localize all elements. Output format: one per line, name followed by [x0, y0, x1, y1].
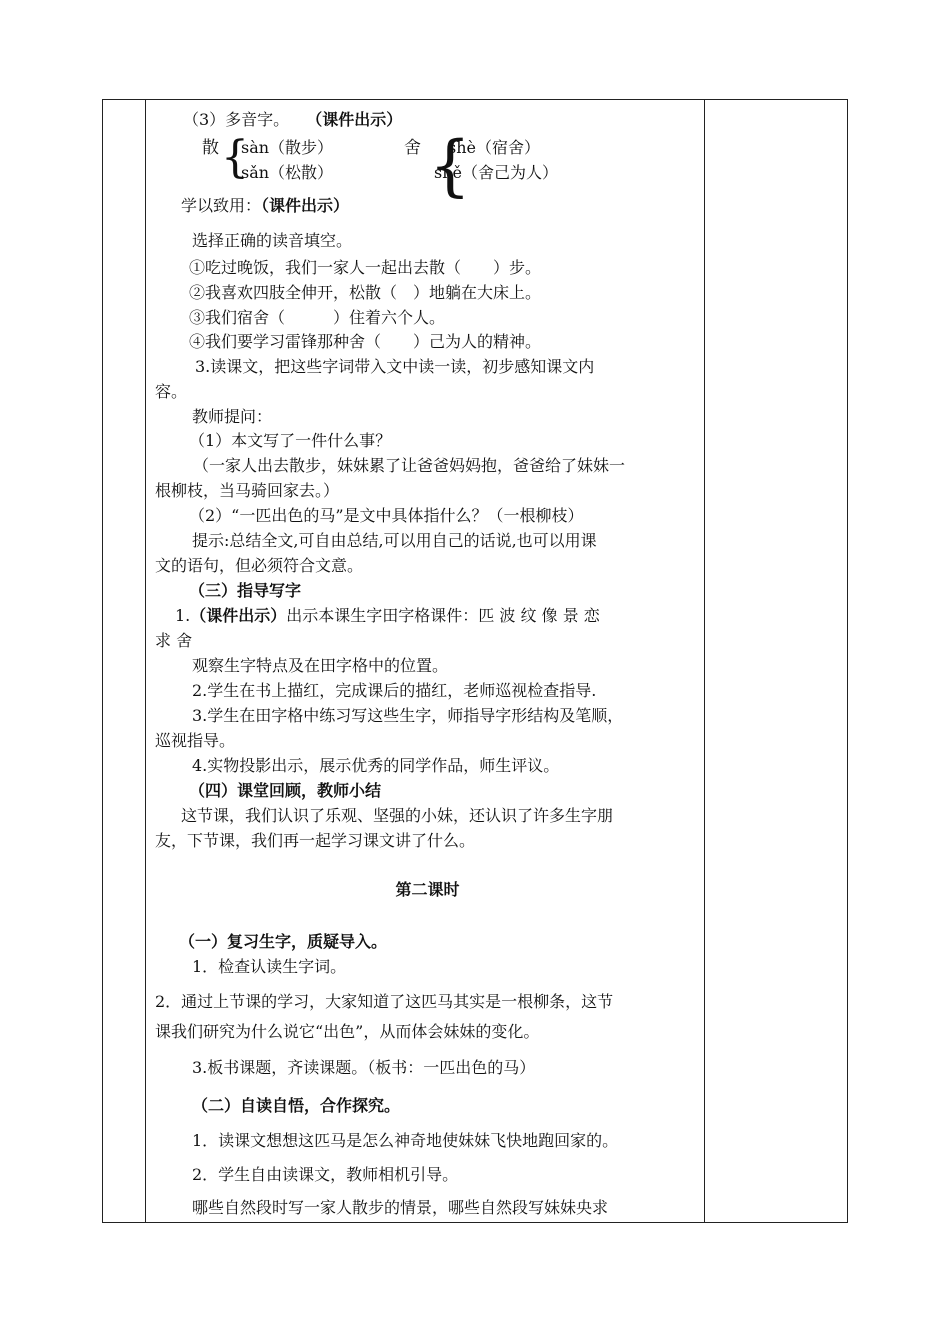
- san-brace: {: [221, 132, 249, 183]
- lesson-2-step-1: 1．检查认读生字词。: [192, 957, 347, 976]
- hint: 提示:总结全文,可自由总结,可以用自己的话说,也可以用课: [192, 531, 597, 550]
- lesson-2-step-3: 3.板书课题，齐读课题。（板书：一匹出色的马）: [192, 1058, 536, 1077]
- writing-step-3-cont: 巡视指导。: [155, 731, 236, 750]
- hint-cont: 文的语句，但必须符合文意。: [155, 556, 364, 575]
- teacher-ask: 教师提问：: [192, 407, 273, 426]
- lesson-2-step-2-cont: 课我们研究为什么说它“出色”，从而体会妹妹的变化。: [155, 1022, 540, 1041]
- exercise-1: ①吃过晚饭，我们一家人一起出去散（ ）步。: [189, 258, 542, 277]
- lesson-2-reading-3: 哪些自然段时写一家人散步的情景，哪些自然段写妹妹央求: [192, 1198, 609, 1217]
- column-divider-right: [704, 100, 705, 1222]
- writing-step-3: 3.学生在田字格中练习写这些生字，师指导字形结构及笔顺，: [192, 706, 624, 725]
- answer-1-cont: 根柳枝，当马骑回家去。）: [155, 481, 340, 500]
- she-reading-2: shě（舍己为人）: [434, 163, 558, 182]
- section-4-title: （四）课堂回顾，教师小结: [189, 781, 382, 800]
- exercise-4: ④我们要学习雷锋那种舍（ ）己为人的精神。: [189, 332, 542, 351]
- lesson-2-section-2: （二）自读自悟，合作探究。: [192, 1096, 401, 1115]
- section-3-title: （三）指导写字: [189, 581, 302, 600]
- answer-1: （一家人出去散步，妹妹累了让爸爸妈妈抱，爸爸给了妹妹一: [193, 456, 626, 475]
- summary: 这节课，我们认识了乐观、坚强的小妹，还认识了许多生字朋: [181, 806, 614, 825]
- polyphone-heading: （3）多音字。 （课件出示）: [183, 110, 403, 129]
- exercise-2: ②我喜欢四肢全伸开，松散（ ）地躺在大床上。: [189, 283, 542, 302]
- question-1: （1）本文写了一件什么事？: [189, 431, 392, 450]
- read-text-step-3: 3.读课文，把这些字词带入文中读一读，初步感知课文内: [195, 357, 595, 376]
- san-char: 散: [202, 138, 219, 158]
- she-char: 舍: [404, 138, 421, 158]
- lesson-2-section-1: （一）复习生字，质疑导入。: [179, 932, 388, 951]
- writing-step-1-observe: 观察生字特点及在田字格中的位置。: [192, 656, 449, 675]
- column-divider-left: [145, 100, 146, 1222]
- writing-step-1: 1.（课件出示）出示本课生字田字格课件：匹 波 纹 像 景 恋: [175, 606, 600, 625]
- writing-step-4: 4.实物投影出示，展示优秀的同学作品，师生评议。: [192, 756, 560, 775]
- san-reading-1: sàn（散步）: [241, 138, 334, 157]
- lesson-2-title: 第二课时: [395, 880, 460, 899]
- she-brace: {: [429, 127, 471, 204]
- lesson-2-step-2: 2．通过上节课的学习，大家知道了这匹马其实是一根柳条，这节: [155, 992, 614, 1011]
- writing-step-2: 2.学生在书上描红，完成课后的描红，老师巡视检查指导.: [192, 681, 597, 700]
- she-reading-1: shè（宿舍）: [448, 138, 540, 157]
- summary-cont: 友，下节课，我们再一起学习课文讲了什么。: [155, 831, 476, 850]
- exercise-3: ③我们宿舍（ ）住着六个人。: [189, 308, 446, 327]
- lesson-2-reading-1: 1．读课文想想这匹马是怎么神奇地使妹妹飞快地跑回家的。: [192, 1131, 619, 1150]
- writing-step-1-chars: 求 舍: [155, 631, 193, 650]
- exercise-intro: 选择正确的读音填空。: [192, 231, 353, 250]
- apply-label: 学以致用：（课件出示）: [181, 196, 350, 215]
- read-text-step-3-cont: 容。: [155, 382, 188, 401]
- san-reading-2: sǎn（松散）: [241, 163, 334, 182]
- question-2: （2）“一匹出色的马”是文中具体指什么？（一根柳枝）: [189, 506, 584, 525]
- lesson-2-reading-2: 2．学生自由读课文，教师相机引导。: [192, 1165, 459, 1184]
